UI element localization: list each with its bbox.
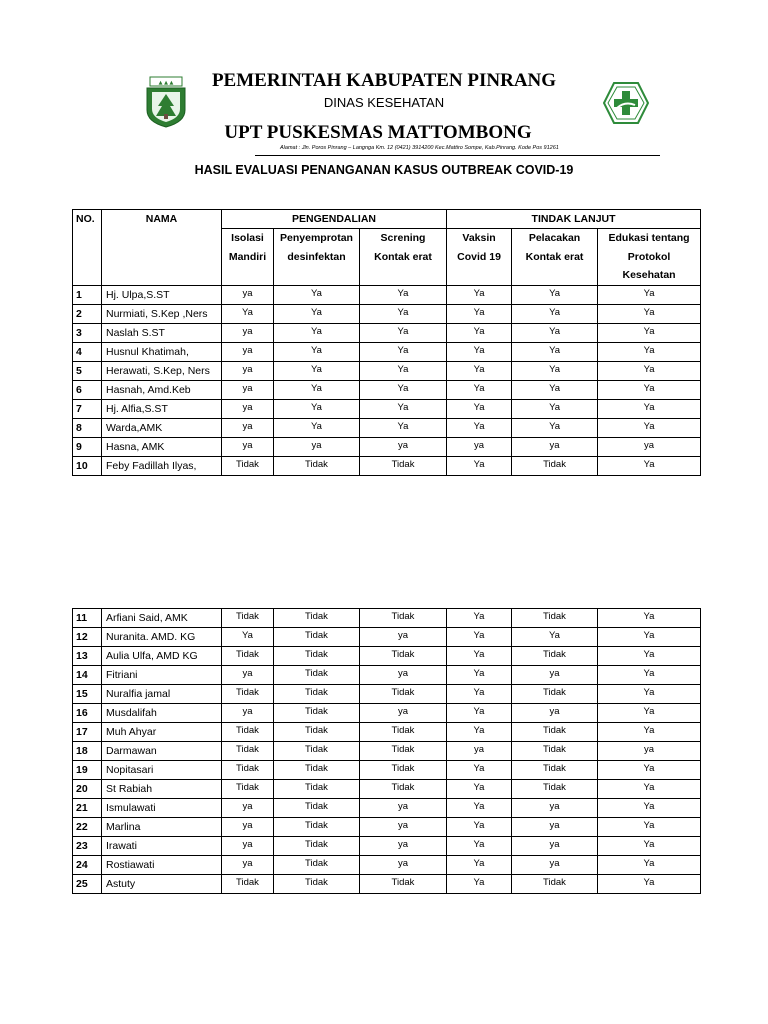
sub-header-cell xyxy=(360,229,447,286)
row-value: Ya xyxy=(274,342,360,361)
row-number: 1 xyxy=(73,285,102,304)
row-value: ya xyxy=(222,818,274,837)
row-value: ya xyxy=(512,799,598,818)
row-value: Ya xyxy=(447,875,512,894)
row-number: 12 xyxy=(73,628,102,647)
row-value: Tidak xyxy=(360,647,447,666)
row-value: ya xyxy=(360,704,447,723)
row-value: Ya xyxy=(360,380,447,399)
row-value: Ya xyxy=(447,666,512,685)
row-name: St Rabiah xyxy=(102,780,222,799)
row-value: Ya xyxy=(274,399,360,418)
table-row xyxy=(73,609,701,628)
row-value: Ya xyxy=(598,323,701,342)
table-row xyxy=(73,685,701,704)
institution-heading: UPT PUSKESMAS MATTOMBONG xyxy=(224,122,532,143)
row-name: Fitriani xyxy=(102,666,222,685)
row-value: Ya xyxy=(447,304,512,323)
row-value: Ya xyxy=(447,780,512,799)
table-row xyxy=(73,856,701,875)
table-row xyxy=(73,342,701,361)
row-value: Ya xyxy=(360,304,447,323)
row-value: Ya xyxy=(598,647,701,666)
evaluation-table-part-2 xyxy=(72,608,701,894)
row-name: Nuralfia jamal xyxy=(102,685,222,704)
table-row xyxy=(73,647,701,666)
row-value: Tidak xyxy=(274,837,360,856)
row-value: Tidak xyxy=(222,875,274,894)
row-name: Hj. Alfia,S.ST xyxy=(102,399,222,418)
sub-header-line: Protokol xyxy=(627,250,671,263)
row-value: Ya xyxy=(598,609,701,628)
row-value: Ya xyxy=(598,380,701,399)
table-row xyxy=(73,304,701,323)
row-value: Ya xyxy=(447,285,512,304)
row-number: 22 xyxy=(73,818,102,837)
row-number: 16 xyxy=(73,704,102,723)
table-body-2 xyxy=(73,609,701,894)
table-row xyxy=(73,418,701,437)
row-value: Tidak xyxy=(274,780,360,799)
row-value: Ya xyxy=(447,361,512,380)
row-value: ya xyxy=(222,418,274,437)
row-number: 25 xyxy=(73,875,102,894)
row-value: Ya xyxy=(274,380,360,399)
row-value: ya xyxy=(598,437,701,456)
header-divider xyxy=(255,155,660,156)
table-body-1 xyxy=(73,285,701,475)
sub-header-line: Penyemprotan xyxy=(280,232,353,244)
row-number: 4 xyxy=(73,342,102,361)
row-value: Ya xyxy=(598,285,701,304)
row-number: 20 xyxy=(73,780,102,799)
row-value: Tidak xyxy=(360,742,447,761)
row-value: Ya xyxy=(598,837,701,856)
row-number: 17 xyxy=(73,723,102,742)
table-row xyxy=(73,704,701,723)
row-value: Tidak xyxy=(274,647,360,666)
table-row xyxy=(73,837,701,856)
row-value: Tidak xyxy=(512,609,598,628)
row-value: ya xyxy=(512,437,598,456)
row-value: ya xyxy=(222,666,274,685)
table-row xyxy=(73,723,701,742)
row-value: Ya xyxy=(447,609,512,628)
row-value: ya xyxy=(360,818,447,837)
row-value: Tidak xyxy=(274,704,360,723)
row-name: Marlina xyxy=(102,818,222,837)
row-value: Ya xyxy=(222,628,274,647)
row-number: 13 xyxy=(73,647,102,666)
row-value: ya xyxy=(447,742,512,761)
row-number: 15 xyxy=(73,685,102,704)
row-value: Tidak xyxy=(512,723,598,742)
row-value: Ya xyxy=(447,799,512,818)
row-value: Tidak xyxy=(360,685,447,704)
row-value: Tidak xyxy=(222,609,274,628)
table-row xyxy=(73,361,701,380)
sub-header-line: Kontak erat xyxy=(525,250,584,263)
row-value: ya xyxy=(512,704,598,723)
row-value: Ya xyxy=(598,628,701,647)
row-value: Ya xyxy=(274,285,360,304)
table-row xyxy=(73,818,701,837)
row-value: Ya xyxy=(598,685,701,704)
row-number: 6 xyxy=(73,380,102,399)
row-value: ya xyxy=(222,437,274,456)
row-value: ya xyxy=(222,361,274,380)
table-row xyxy=(73,323,701,342)
row-value: Ya xyxy=(598,818,701,837)
row-name: Hj. Ulpa,S.ST xyxy=(102,285,222,304)
row-value: Ya xyxy=(598,361,701,380)
sub-header-cell xyxy=(274,229,360,286)
row-value: Ya xyxy=(598,799,701,818)
row-value: Tidak xyxy=(222,685,274,704)
row-value: Tidak xyxy=(274,875,360,894)
sub-header-line: desinfektan xyxy=(287,250,346,263)
table-row xyxy=(73,799,701,818)
row-value: ya xyxy=(360,856,447,875)
row-value: ya xyxy=(447,437,512,456)
row-value: Tidak xyxy=(512,875,598,894)
row-value: Ya xyxy=(598,856,701,875)
row-name: Arfiani Said, AMK xyxy=(102,609,222,628)
row-value: Ya xyxy=(360,285,447,304)
row-value: ya xyxy=(360,628,447,647)
address-line: Alamat : Jln. Poros Pinrang – Langnga Km. 12 (0421) 3914200 Kec.Mattiro Sompe, Kab.Pinrang. Kode Pos 91261 xyxy=(280,145,559,151)
row-value: Ya xyxy=(598,399,701,418)
row-value: Ya xyxy=(447,342,512,361)
row-value: Tidak xyxy=(512,742,598,761)
row-name: Warda,AMK xyxy=(102,418,222,437)
row-name: Naslah S.ST xyxy=(102,323,222,342)
row-number: 21 xyxy=(73,799,102,818)
row-value: Ya xyxy=(360,323,447,342)
sub-header-cell xyxy=(222,229,274,286)
department-heading: DINAS KESEHATAN xyxy=(323,95,445,110)
row-value: Tidak xyxy=(360,609,447,628)
group-control-header: PENGENDALIAN xyxy=(222,210,447,229)
sub-header-cell xyxy=(598,229,701,286)
row-number: 18 xyxy=(73,742,102,761)
row-value: Ya xyxy=(598,780,701,799)
row-value: Tidak xyxy=(222,647,274,666)
row-value: Tidak xyxy=(512,780,598,799)
row-value: ya xyxy=(222,856,274,875)
row-value: ya xyxy=(222,342,274,361)
row-value: Tidak xyxy=(222,780,274,799)
row-value: Tidak xyxy=(222,456,274,475)
row-name: Hasna, AMK xyxy=(102,437,222,456)
row-value: ya xyxy=(274,437,360,456)
sub-header-line: Isolasi xyxy=(231,232,264,244)
row-value: Ya xyxy=(447,456,512,475)
row-value: Ya xyxy=(447,837,512,856)
row-value: Tidak xyxy=(360,780,447,799)
row-name: Aulia Ulfa, AMD KG xyxy=(102,647,222,666)
row-value: Ya xyxy=(512,399,598,418)
row-number: 9 xyxy=(73,437,102,456)
row-name: Irawati xyxy=(102,837,222,856)
row-number: 7 xyxy=(73,399,102,418)
row-value: Tidak xyxy=(222,742,274,761)
sub-header-line: Mandiri xyxy=(228,250,267,263)
row-value: Ya xyxy=(512,285,598,304)
row-name: Darmawan xyxy=(102,742,222,761)
row-name: Herawati, S.Kep, Ners xyxy=(102,361,222,380)
row-value: Ya xyxy=(360,418,447,437)
table-row xyxy=(73,628,701,647)
sub-header-line: Pelacakan xyxy=(528,232,581,244)
row-value: Ya xyxy=(447,628,512,647)
evaluation-table-part-1 xyxy=(72,209,701,476)
row-value: Tidak xyxy=(274,723,360,742)
row-value: ya xyxy=(512,666,598,685)
row-value: Ya xyxy=(598,666,701,685)
sub-header-line: Vaksin xyxy=(462,232,496,244)
row-value: Tidak xyxy=(274,742,360,761)
row-value: Ya xyxy=(274,304,360,323)
row-value: ya xyxy=(512,837,598,856)
row-value: Ya xyxy=(598,875,701,894)
row-value: Ya xyxy=(222,304,274,323)
row-value: Ya xyxy=(598,761,701,780)
row-value: Ya xyxy=(598,723,701,742)
row-number: 3 xyxy=(73,323,102,342)
row-value: ya xyxy=(512,856,598,875)
table-row xyxy=(73,456,701,475)
sub-header-line: Screning xyxy=(380,232,426,244)
row-value: Ya xyxy=(598,342,701,361)
row-value: ya xyxy=(222,704,274,723)
table-row xyxy=(73,761,701,780)
table-row xyxy=(73,380,701,399)
row-name: Musdalifah xyxy=(102,704,222,723)
row-name: Husnul Khatimah, xyxy=(102,342,222,361)
row-value: Tidak xyxy=(512,647,598,666)
sub-header-line: Kesehatan xyxy=(622,269,676,281)
row-name: Nurmiati, S.Kep ,Ners xyxy=(102,304,222,323)
row-value: Tidak xyxy=(512,456,598,475)
row-name: Muh Ahyar xyxy=(102,723,222,742)
row-value: Ya xyxy=(512,342,598,361)
row-value: Tidak xyxy=(360,761,447,780)
row-value: ya xyxy=(222,399,274,418)
row-value: Tidak xyxy=(360,875,447,894)
table-row xyxy=(73,437,701,456)
row-number: 8 xyxy=(73,418,102,437)
row-value: ya xyxy=(222,285,274,304)
row-name: Nuranita. AMD. KG xyxy=(102,628,222,647)
row-number: 14 xyxy=(73,666,102,685)
row-value: ya xyxy=(222,380,274,399)
row-number: 24 xyxy=(73,856,102,875)
svg-text:▲ ▲ ▲: ▲ ▲ ▲ xyxy=(158,80,174,86)
row-name: Nopitasari xyxy=(102,761,222,780)
row-value: Ya xyxy=(512,361,598,380)
row-value: ya xyxy=(598,742,701,761)
sub-header-line: Edukasi tentang xyxy=(608,232,690,244)
row-value: Tidak xyxy=(274,799,360,818)
row-number: 5 xyxy=(73,361,102,380)
row-value: Ya xyxy=(447,856,512,875)
sub-header-line: Kontak erat xyxy=(374,250,432,263)
col-no-header: NO. xyxy=(73,210,102,286)
row-value: Ya xyxy=(447,723,512,742)
sub-header-cell xyxy=(447,229,512,286)
government-heading: PEMERINTAH KABUPATEN PINRANG xyxy=(211,70,557,91)
row-value: Ya xyxy=(274,323,360,342)
row-value: Tidak xyxy=(360,723,447,742)
row-value: Tidak xyxy=(274,856,360,875)
row-number: 19 xyxy=(73,761,102,780)
row-value: Ya xyxy=(512,323,598,342)
row-value: Ya xyxy=(447,761,512,780)
row-value: Ya xyxy=(512,418,598,437)
sub-header-cell xyxy=(512,229,598,286)
row-value: Tidak xyxy=(222,761,274,780)
row-value: ya xyxy=(512,818,598,837)
row-value: Ya xyxy=(447,818,512,837)
col-name-header: NAMA xyxy=(102,210,222,286)
row-value: Ya xyxy=(447,323,512,342)
sub-header-line: Covid 19 xyxy=(457,250,501,263)
row-value: Ya xyxy=(598,704,701,723)
row-value: Tidak xyxy=(222,723,274,742)
row-value: Tidak xyxy=(274,628,360,647)
row-name: Feby Fadillah Ilyas, xyxy=(102,456,222,475)
row-value: Tidak xyxy=(274,609,360,628)
row-value: ya xyxy=(222,837,274,856)
row-value: Ya xyxy=(598,456,701,475)
row-value: Tidak xyxy=(360,456,447,475)
row-value: Ya xyxy=(447,418,512,437)
row-value: Tidak xyxy=(274,666,360,685)
row-value: Ya xyxy=(274,361,360,380)
row-value: ya xyxy=(222,323,274,342)
row-value: ya xyxy=(222,799,274,818)
row-number: 11 xyxy=(73,609,102,628)
row-value: ya xyxy=(360,837,447,856)
table-row xyxy=(73,742,701,761)
row-value: ya xyxy=(360,799,447,818)
document-title: HASIL EVALUASI PENANGANAN KASUS OUTBREAK COVID-19 xyxy=(194,163,574,177)
row-number: 2 xyxy=(73,304,102,323)
row-value: Ya xyxy=(274,418,360,437)
row-value: Ya xyxy=(512,304,598,323)
row-number: 10 xyxy=(73,456,102,475)
row-value: Ya xyxy=(598,418,701,437)
row-value: Ya xyxy=(512,380,598,399)
table-row xyxy=(73,875,701,894)
table-row xyxy=(73,399,701,418)
row-value: Tidak xyxy=(274,818,360,837)
row-value: Ya xyxy=(360,361,447,380)
row-value: Ya xyxy=(447,685,512,704)
row-value: Tidak xyxy=(274,685,360,704)
row-value: ya xyxy=(360,666,447,685)
row-value: Ya xyxy=(360,399,447,418)
row-value: Ya xyxy=(447,647,512,666)
row-value: Tidak xyxy=(512,761,598,780)
row-value: ya xyxy=(360,437,447,456)
row-value: Ya xyxy=(598,304,701,323)
row-value: Tidak xyxy=(512,685,598,704)
table-row xyxy=(73,285,701,304)
row-name: Ismulawati xyxy=(102,799,222,818)
row-value: Ya xyxy=(447,380,512,399)
row-value: Tidak xyxy=(274,761,360,780)
row-value: Ya xyxy=(512,628,598,647)
row-name: Hasnah, Amd.Keb xyxy=(102,380,222,399)
row-name: Astuty xyxy=(102,875,222,894)
row-name: Rostiawati xyxy=(102,856,222,875)
table-row xyxy=(73,780,701,799)
row-value: Ya xyxy=(360,342,447,361)
row-value: Tidak xyxy=(274,456,360,475)
table-row xyxy=(73,666,701,685)
group-followup-header: TINDAK LANJUT xyxy=(447,210,701,229)
row-number: 23 xyxy=(73,837,102,856)
row-value: Ya xyxy=(447,399,512,418)
row-value: Ya xyxy=(447,704,512,723)
